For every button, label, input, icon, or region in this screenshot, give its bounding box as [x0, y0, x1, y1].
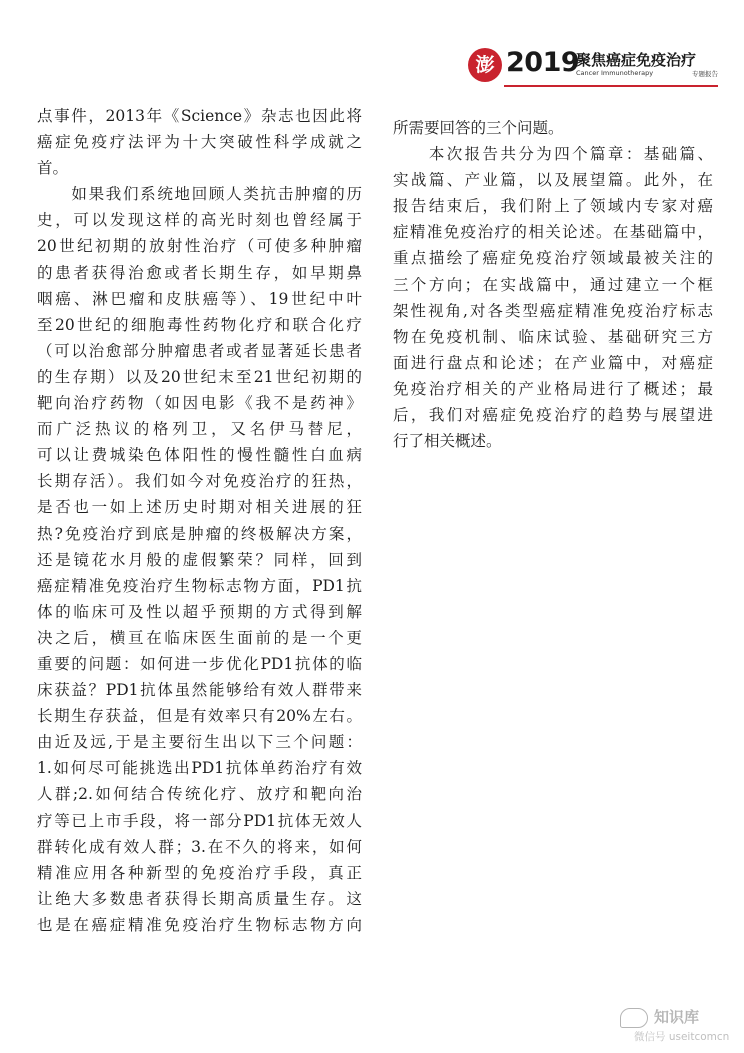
report-header	[468, 46, 718, 86]
text-line: 癌症免疫疗法评为十大突破性科学成就之	[37, 133, 362, 152]
text-line: 长期生存获益，但是有效率只有20%左右。	[37, 707, 362, 726]
text-line: 的生存期）以及20世纪末至21世纪初期的	[37, 367, 362, 386]
text-line: 物在免疫机制、临床试验、基础研究三方	[393, 327, 713, 346]
text-line: 三个方向；在实战篇中，通过建立一个框	[393, 275, 713, 294]
text-line: 靶向治疗药物（如因电影《我不是药神》	[37, 394, 362, 413]
header-divider	[504, 85, 718, 87]
text-line: 重要的问题：如何进一步优化PD1抗体的临	[37, 654, 362, 673]
text-line: 至20世纪的细胞毒性药物化疗和联合化疗	[37, 315, 362, 334]
text-line: 面进行盘点和论述；在产业篇中，对癌症	[393, 353, 713, 372]
text-line: 热?免疫治疗到底是肿瘤的终极解决方案，	[37, 524, 362, 543]
text-line: 的患者获得治愈或者长期生存，如早期鼻	[37, 263, 362, 282]
watermark	[620, 1006, 730, 1046]
report-year: 2019	[506, 47, 580, 78]
text-line: 首。	[37, 159, 69, 178]
text-line: 所需要回答的三个问题。	[393, 119, 564, 137]
right-text-column	[393, 115, 713, 454]
text-line: 也是在癌症精准免疫治疗生物标志物方向	[37, 915, 362, 934]
text-line: 长期存活）。我们如今对免疫治疗的狂热，	[37, 472, 362, 491]
text-line: 床获益？PD1抗体虽然能够给有效人群带来	[37, 681, 362, 700]
text-line: 架性视角,对各类型癌症精准免疫治疗标志	[393, 301, 713, 320]
text-line: 决之后，横亘在临床医生面前的是一个更	[37, 628, 362, 647]
text-line: 而广泛热议的格列卫，又名伊马替尼，	[37, 420, 362, 439]
text-line: 癌症精准免疫治疗生物标志物方面，PD1抗	[37, 576, 362, 595]
text-line: （可以治愈部分肿瘤患者或者显著延长患者	[37, 341, 362, 360]
watermark-account: 微信号 useitcomcn	[634, 1031, 730, 1043]
left-text-column	[37, 103, 362, 938]
report-logo-badge: 澎	[468, 48, 502, 82]
text-line: 报告结束后，我们附上了领域内专家对癌	[393, 197, 713, 216]
text-line: 后，我们对癌症免疫治疗的趋势与展望进	[393, 406, 713, 425]
text-line: 人群;2.如何结合传统化疗、放疗和靶向治	[37, 785, 362, 804]
text-line: 咽癌、淋巴瘤和皮肤癌等）、19世纪中叶	[37, 289, 362, 308]
text-line: 如果我们系统地回顾人类抗击肿瘤的历	[37, 185, 362, 204]
text-line: 本次报告共分为四个篇章：基础篇、	[393, 145, 713, 164]
wechat-icon	[620, 1008, 648, 1028]
report-subtitle: Cancer Immunotherapy	[576, 69, 654, 77]
text-line: 是否也一如上述历史时期对相关进展的狂	[37, 498, 362, 517]
watermark-name: 知识库	[654, 1008, 700, 1026]
text-line: 体的临床可及性以超乎预期的方式得到解	[37, 602, 362, 621]
text-line: 点事件，2013年《Science》杂志也因此将	[37, 107, 362, 125]
text-line: 20世纪初期的放射性治疗（可使多种肿瘤	[37, 237, 362, 256]
report-title: 聚焦癌症免疫治疗	[576, 51, 697, 69]
text-line: 精准应用各种新型的免疫治疗手段，真正	[37, 863, 362, 882]
text-line: 群转化成有效人群；3.在不久的将来，如何	[37, 837, 362, 856]
text-line: 史，可以发现这样的高光时刻也曾经属于	[37, 211, 362, 230]
text-line: 实战篇、产业篇，以及展望篇。此外，在	[393, 171, 713, 190]
text-line: 免疫治疗相关的产业格局进行了概述；最	[393, 379, 713, 398]
text-line: 1.如何尽可能挑选出PD1抗体单药治疗有效	[37, 759, 362, 778]
text-line: 症精准免疫治疗的相关论述。在基础篇中，	[393, 223, 713, 242]
report-tag: 专题报告	[692, 70, 718, 78]
text-line: 重点描绘了癌症免疫治疗领域最被关注的	[393, 249, 713, 268]
text-line: 由近及远,于是主要衍生出以下三个问题：	[37, 733, 362, 752]
text-line: 还是镜花水月般的虚假繁荣？同样，回到	[37, 550, 362, 569]
text-line: 行了相关概述。	[393, 432, 502, 451]
text-line: 让绝大多数患者获得长期高质量生存。这	[37, 889, 362, 908]
text-line: 疗等已上市手段，将一部分PD1抗体无效人	[37, 811, 362, 830]
text-line: 可以让费城染色体阳性的慢性髓性白血病	[37, 446, 362, 465]
